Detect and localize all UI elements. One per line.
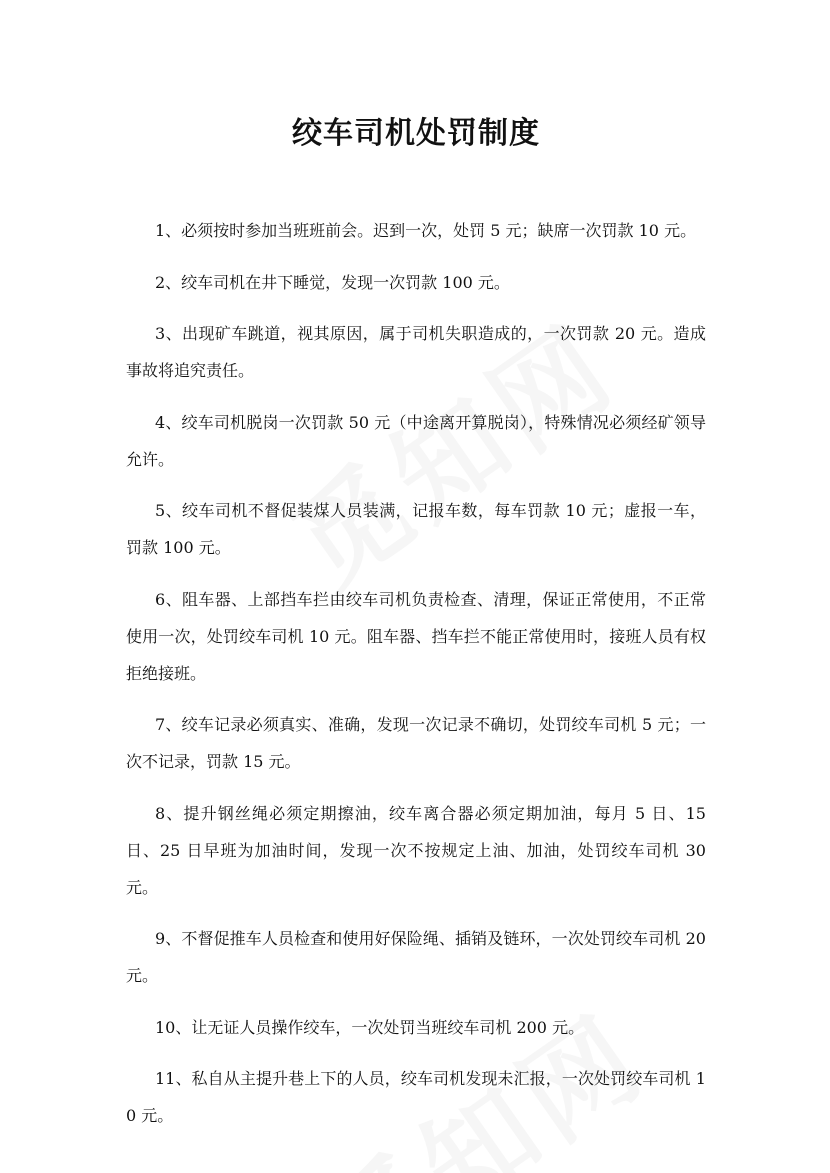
rule-item-3: 3、出现矿车跳道，视其原因，属于司机失职造成的，一次罚款 20 元。造成事故将追究责任。	[126, 324, 706, 380]
document-title: 绞车司机处罚制度	[292, 116, 540, 151]
rule-item-6: 6、阻车器、上部挡车拦由绞车司机负责检查、清理，保证正常使用，不正常使用一次，处罚绞车司机 10 元。阻车器、挡车拦不能正常使用时，接班人员有权拒绝接班。	[126, 589, 706, 683]
rule-item-4: 4、绞车司机脱岗一次罚款 50 元（中途离开算脱岗），特殊情况必须经矿领导允许。	[126, 412, 706, 469]
rule-item-8: 8、提升钢丝绳必须定期擦油，绞车离合器必须定期加油，每月 5 日、15 日、25 日早班为加油时间，发现一次不按规定上油、加油，处罚绞车司机 30 元。	[126, 803, 706, 897]
rule-item-11: 11、私自从主提升巷上下的人员，绞车司机发现未汇报，一次处罚绞车司机 10 元。	[126, 1069, 706, 1125]
rules-list	[126, 212, 706, 1134]
rule-item-2: 2、绞车司机在井下睡觉，发现一次罚款 100 元。	[155, 272, 510, 292]
rule-item-5: 5、绞车司机不督促装煤人员装满，记报车数，每车罚款 10 元；虚报一车，罚款 100 元。	[126, 501, 706, 557]
rule-item-1: 1、必须按时参加当班班前会。迟到一次，处罚 5 元；缺席一次罚款 10 元。	[155, 221, 697, 240]
rule-item-9: 9、不督促推车人员检查和使用好保险绳、插销及链环，一次处罚绞车司机 20 元。	[126, 929, 706, 985]
rule-item-10: 10、让无证人员操作绞车，一次处罚当班绞车司机 200 元。	[155, 1017, 585, 1037]
rule-item-7: 7、绞车记录必须真实、准确，发现一次记录不确切，处罚绞车司机 5 元；一次不记录，罚款 15 元。	[126, 715, 706, 771]
